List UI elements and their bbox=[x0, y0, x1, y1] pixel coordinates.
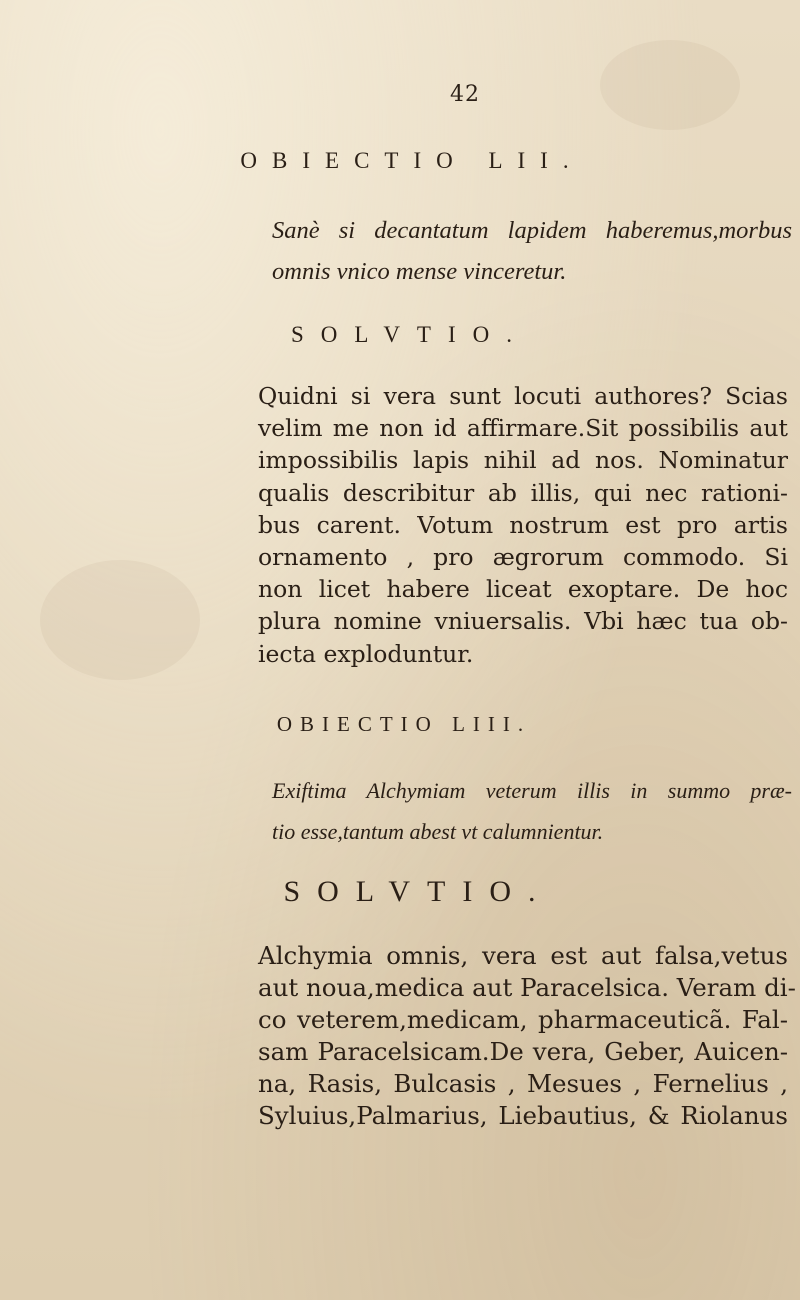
text-line: Sanè si decantatum lapidem haberemus,morbus bbox=[272, 217, 792, 244]
text-line: sam Paracelsicam.De vera, Geber, Auicen- bbox=[258, 1037, 788, 1066]
text-line: co veterem,medicam, pharmaceuticã. Fal- bbox=[258, 1005, 788, 1034]
text-line: iecta exploduntur. bbox=[258, 639, 474, 668]
text-line: Syluius,Palmarius, Liebautius, & Riolanus bbox=[258, 1101, 788, 1130]
text-line: omnis vnico mense vinceretur. bbox=[272, 258, 567, 285]
solution-53-text bbox=[258, 940, 796, 1132]
objection-53-text bbox=[272, 770, 792, 852]
objection-52-heading: OBIECTIO LII. bbox=[240, 148, 584, 173]
text-line: ornamento , pro ægrorum commodo. Si bbox=[258, 543, 788, 572]
text-line: Alchymia omnis, vera est aut falsa,vetus bbox=[258, 941, 788, 970]
text-line: plura nomine vniuersalis. Vbi hæc tua ob- bbox=[258, 607, 788, 636]
text-line: qualis describitur ab illis, qui nec rationi- bbox=[258, 478, 788, 507]
page-number: 42 bbox=[450, 82, 480, 107]
objection-53-heading: OBIECTIO LIII. bbox=[276, 712, 532, 736]
text-line: Exiftima Alchymiam veterum illis in summo præ- bbox=[272, 778, 792, 803]
text-line: non licet habere liceat exoptare. De hoc bbox=[258, 575, 788, 604]
text-line: na, Rasis, Bulcasis , Mesues , Fernelius , bbox=[258, 1069, 788, 1098]
paper-stain bbox=[40, 560, 200, 680]
objection-52-text bbox=[272, 210, 792, 292]
solution-52-text bbox=[258, 380, 788, 670]
paper-stain bbox=[600, 40, 740, 130]
text-line: bus carent. Votum nostrum est pro artis bbox=[258, 510, 788, 539]
text-line: impossibilis lapis nihil ad nos. Nominatur bbox=[258, 446, 788, 475]
solution-52-heading: SOLVTIO. bbox=[290, 322, 530, 347]
text-line: tio esse,tantum abest vt calumnientur. bbox=[272, 819, 604, 844]
text-line: Quidni si vera sunt locuti authores? Scias bbox=[258, 382, 788, 410]
text-line: velim me non id affirmare.Sit possibilis aut bbox=[258, 414, 788, 443]
solution-53-heading: SOLVTIO. bbox=[283, 875, 553, 908]
text-line: aut noua,medica aut Paracelsica. Veram di- bbox=[258, 973, 796, 1002]
